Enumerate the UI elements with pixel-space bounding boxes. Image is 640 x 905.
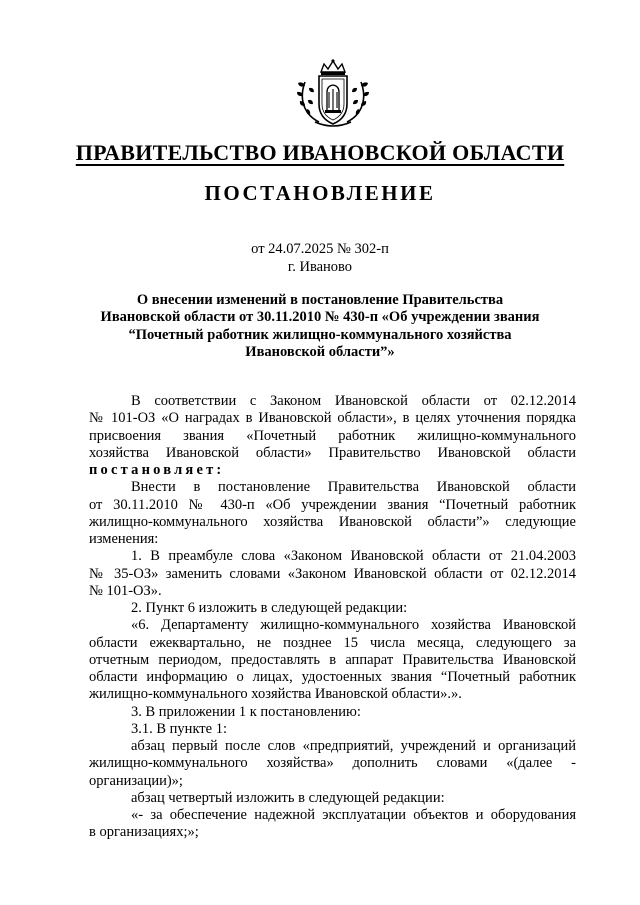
body-line: области информацию о лицах, удостоенных звания “Почетный работник [89, 669, 576, 685]
body-line: области ежеквартально, не позднее 15 числа месяца, следующего за [89, 634, 576, 651]
body-line: № 101-ОЗ». [89, 582, 162, 599]
body-line-resolves: постановляет: [89, 462, 225, 478]
body-line: абзац четвертый изложить в следующей редакции: [131, 789, 445, 806]
government-title [0, 140, 640, 166]
government-title-text: ПРАВИТЕЛЬСТВО ИВАНОВСКОЙ ОБЛАСТИ [75, 140, 565, 165]
body-line: жилищно-коммунального хозяйства Ивановской области».». [89, 686, 462, 703]
body-line: абзац первый после слов «предприятий, учреждений и организаций [131, 738, 576, 754]
body-line: 3. В приложении 1 к постановлению: [131, 703, 361, 720]
body-line: 1. В преамбуле слова «Законом Ивановской области от 21.04.2003 [131, 548, 576, 565]
body-line: в организациях;»; [89, 824, 199, 841]
body-line: «- за обеспечение надежной эксплуатации объектов и оборудования [131, 807, 576, 823]
body-line: от 30.11.2010 № 430-п «Об учреждении звания “Почетный работник [89, 496, 576, 513]
city: г. Иваново [287, 259, 353, 275]
body-line: 3.1. В пункте 1: [131, 720, 227, 737]
body-line: жилищно-коммунального хозяйства Ивановской области”» следующие [89, 513, 576, 530]
subject-line: Ивановской области”» [245, 343, 395, 360]
document-type: ПОСТАНОВЛЕНИЕ [204, 181, 436, 205]
body-line: хозяйства Ивановской области» Правительство Ивановской области [89, 444, 576, 461]
body-line: 2. Пункт 6 изложить в следующей редакции: [131, 600, 408, 616]
body-line: изменения: [89, 531, 159, 547]
body-line: присвоения звания «Почетный работник жилищно-коммунального [89, 427, 576, 444]
body-line: «6. Департаменту жилищно-коммунального хозяйства Ивановской [131, 617, 576, 634]
document-meta [0, 240, 640, 276]
document-subject [60, 292, 580, 361]
coat-of-arms-icon [293, 58, 373, 130]
document-body [89, 393, 576, 842]
body-line: организации)»; [89, 772, 183, 789]
body-line: Внести в постановление Правительства Ивановской области [131, 479, 576, 496]
subject-line: Ивановской области от 30.11.2010 № 430-п «Об учреждении звания [100, 309, 540, 326]
date-number: от 24.07.2025 № 302-п [251, 241, 389, 257]
body-line: жилищно-коммунального хозяйства» дополнить словами «(далее - [89, 755, 576, 772]
subject-line: “Почетный работник жилищно-коммунального хозяйства [128, 326, 512, 343]
body-line: отчетным периодом, предоставлять в аппарат Правительства Ивановской [89, 651, 576, 668]
body-line: № 101-ОЗ «О наградах в Ивановской области», в целях уточнения порядка [89, 410, 576, 427]
subject-line: О внесении изменений в постановление Правительства [136, 292, 504, 308]
body-line: В соответствии с Законом Ивановской области от 02.12.2014 [131, 393, 576, 409]
body-line: № 35-ОЗ» заменить словами «Законом Ивановской области от 02.12.2014 [89, 565, 576, 582]
